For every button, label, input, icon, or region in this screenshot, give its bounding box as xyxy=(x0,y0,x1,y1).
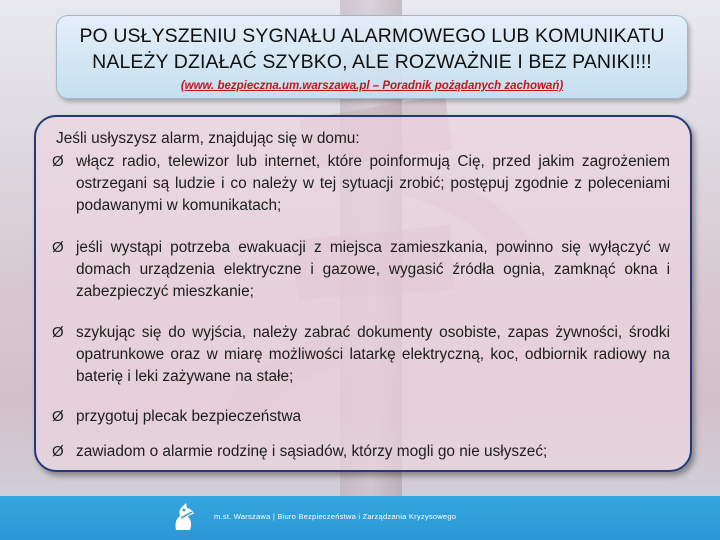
arrow-bullet-icon: Ø xyxy=(52,408,64,425)
intro-text: Jeśli usłyszysz alarm, znajdując się w domu: xyxy=(56,130,360,147)
page-title: PO USŁYSZENIU SYGNAŁU ALARMOWEGO LUB KOMUNIKATU NALEŻY DZIAŁAĆ SZYBKO, ALE ROZWAŻNIE I BEZ PANIKI!!! xyxy=(79,25,665,73)
instructions-panel xyxy=(34,115,692,472)
warsaw-siren-logo-icon xyxy=(172,500,198,534)
list-item xyxy=(52,406,670,428)
list-item-text: szykując się do wyjścia, należy zabrać dokumenty osobiste, zapas żywności, środki opatrunkowe oraz w miarę możliwości latarkę elektryczną, koc, odbiornik radiowy na baterię i leki zażywane na stałe; xyxy=(76,324,670,386)
list-item-text: włącz radio, telewizor lub internet, które poinformują Cię, przed jakim zagrożeniem ostrzegani są ludzie i co należy w tej sytuacji zrobić; postępuj zgodnie z poleceniami podawanymi w komunikatach; xyxy=(76,153,670,215)
arrow-bullet-icon: Ø xyxy=(52,443,64,460)
footer-text: m.st. Warszawa | Biuro Bezpieczeństwa i Zarządzania Kryzysowego xyxy=(214,512,457,521)
list-item xyxy=(52,151,670,218)
arrow-bullet-icon: Ø xyxy=(52,153,64,170)
list-item-text: zawiadom o alarmie rodzinę i sąsiadów, którzy mogli go nie usłyszeć; xyxy=(76,443,548,460)
footer-bar xyxy=(0,496,720,540)
list-item xyxy=(52,322,670,389)
arrow-bullet-icon: Ø xyxy=(52,324,64,341)
list-item xyxy=(52,441,670,463)
source-link[interactable]: (www. bezpieczna.um.warszawa.pl – Poradnik pożądanych zachowań) xyxy=(180,80,564,92)
header-banner xyxy=(56,15,688,99)
list-item xyxy=(52,237,670,304)
arrow-bullet-icon: Ø xyxy=(52,239,64,256)
list-item-text: jeśli wystąpi potrzeba ewakuacji z miejsca zamieszkania, powinno się wyłączyć w domach urządzenia elektryczne i gazowe, wygasić źródła ognia, zamknąć okna i zabezpieczyć mieszkanie; xyxy=(76,239,670,301)
list-item-text: przygotuj plecak bezpieczeństwa xyxy=(76,408,301,425)
